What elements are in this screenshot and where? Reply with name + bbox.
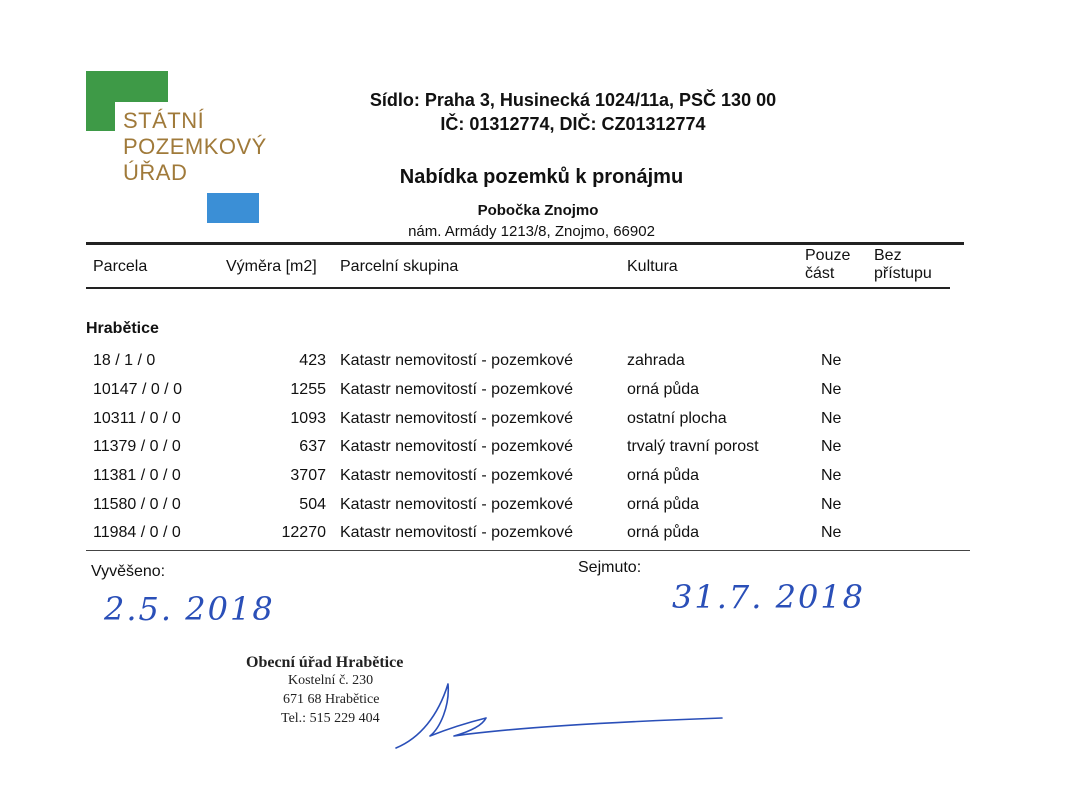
column-header-bez-pristupu: [874, 247, 932, 283]
table-bottom-rule: [86, 550, 970, 551]
cell-vymera: 1255: [290, 381, 326, 398]
cell-skupina: Katastr nemovitostí - pozemkové: [340, 496, 573, 513]
column-header-pouze-line2: část: [805, 265, 835, 282]
cell-kultura: orná půda: [627, 524, 700, 541]
signature-icon: [390, 676, 730, 756]
column-header-vymera: Výměra [m2]: [226, 258, 317, 275]
document-title: Nabídka pozemků k pronájmu: [399, 166, 684, 188]
cell-vymera: 12270: [281, 524, 326, 541]
cell-vymera: 504: [299, 496, 326, 513]
cell-parcela: 11580 / 0 / 0: [93, 496, 181, 513]
cell-skupina: Katastr nemovitostí - pozemkové: [340, 410, 573, 427]
stamp-city: 671 68 Hrabětice: [283, 692, 380, 707]
cell-kultura: trvalý travní porost: [627, 438, 759, 455]
stamp-office-name: Obecní úřad Hrabětice: [246, 654, 404, 671]
cell-pouze-cast: Ne: [821, 438, 842, 455]
cell-skupina: Katastr nemovitostí - pozemkové: [340, 381, 573, 398]
cell-pouze-cast: Ne: [821, 496, 842, 513]
cell-vymera: 423: [299, 352, 326, 369]
table-header-rule: [86, 287, 950, 289]
branch-name: Pobočka Znojmo: [477, 202, 599, 219]
column-header-skupina: Parcelní skupina: [340, 258, 459, 275]
branch-address: nám. Armády 1213/8, Znojmo, 66902: [408, 223, 655, 240]
office-ico: IČ: 01312774, DIČ: CZ01312774: [440, 114, 706, 134]
cell-parcela: 11381 / 0 / 0: [93, 467, 181, 484]
cell-parcela: 18 / 1 / 0: [93, 352, 156, 369]
posted-date-handwritten: 2.5. 2018: [104, 590, 275, 628]
cell-skupina: Katastr nemovitostí - pozemkové: [340, 438, 573, 455]
column-header-bez-line1: Bez: [874, 247, 902, 264]
cell-kultura: orná půda: [627, 467, 700, 484]
column-header-pouze-line1: Pouze: [805, 247, 851, 264]
cell-pouze-cast: Ne: [821, 524, 842, 541]
stamp-street: Kostelní č. 230: [288, 673, 374, 688]
cell-pouze-cast: Ne: [821, 352, 842, 369]
table-top-rule: [86, 242, 964, 245]
cell-pouze-cast: Ne: [821, 410, 842, 427]
office-address: Sídlo: Praha 3, Husinecká 1024/11a, PSČ 130 00: [369, 90, 777, 110]
stamp-phone: Tel.: 515 229 404: [281, 711, 380, 726]
cell-kultura: orná půda: [627, 496, 700, 513]
cell-kultura: ostatní plocha: [627, 410, 727, 427]
cell-vymera: 1093: [290, 410, 326, 427]
column-header-parcela: Parcela: [93, 258, 148, 275]
removed-label: Sejmuto:: [578, 559, 642, 576]
cell-skupina: Katastr nemovitostí - pozemkové: [340, 524, 573, 541]
removed-date-handwritten: 31.7. 2018: [672, 578, 866, 616]
logo-line-3: ÚŘAD: [123, 160, 188, 185]
logo-line-2: POZEMKOVÝ: [123, 134, 267, 159]
group-title: Hrabětice: [86, 320, 159, 337]
cell-pouze-cast: Ne: [821, 381, 842, 398]
cell-skupina: Katastr nemovitostí - pozemkové: [340, 352, 573, 369]
column-header-kultura: Kultura: [627, 258, 678, 275]
cell-pouze-cast: Ne: [821, 467, 842, 484]
column-header-pouze-cast: [805, 247, 850, 283]
cell-parcela: 11379 / 0 / 0: [93, 438, 181, 455]
cell-vymera: 3707: [290, 467, 326, 484]
cell-vymera: 637: [299, 438, 326, 455]
logo-line-1: STÁTNÍ: [123, 108, 205, 133]
cell-skupina: Katastr nemovitostí - pozemkové: [340, 467, 573, 484]
column-header-bez-line2: přístupu: [874, 265, 932, 282]
cell-parcela: 10147 / 0 / 0: [93, 381, 182, 398]
cell-parcela: 11984 / 0 / 0: [93, 524, 181, 541]
posted-label: Vyvěšeno:: [91, 563, 166, 580]
cell-kultura: zahrada: [627, 352, 685, 369]
cell-kultura: orná půda: [627, 381, 700, 398]
cell-parcela: 10311 / 0 / 0: [93, 410, 181, 427]
